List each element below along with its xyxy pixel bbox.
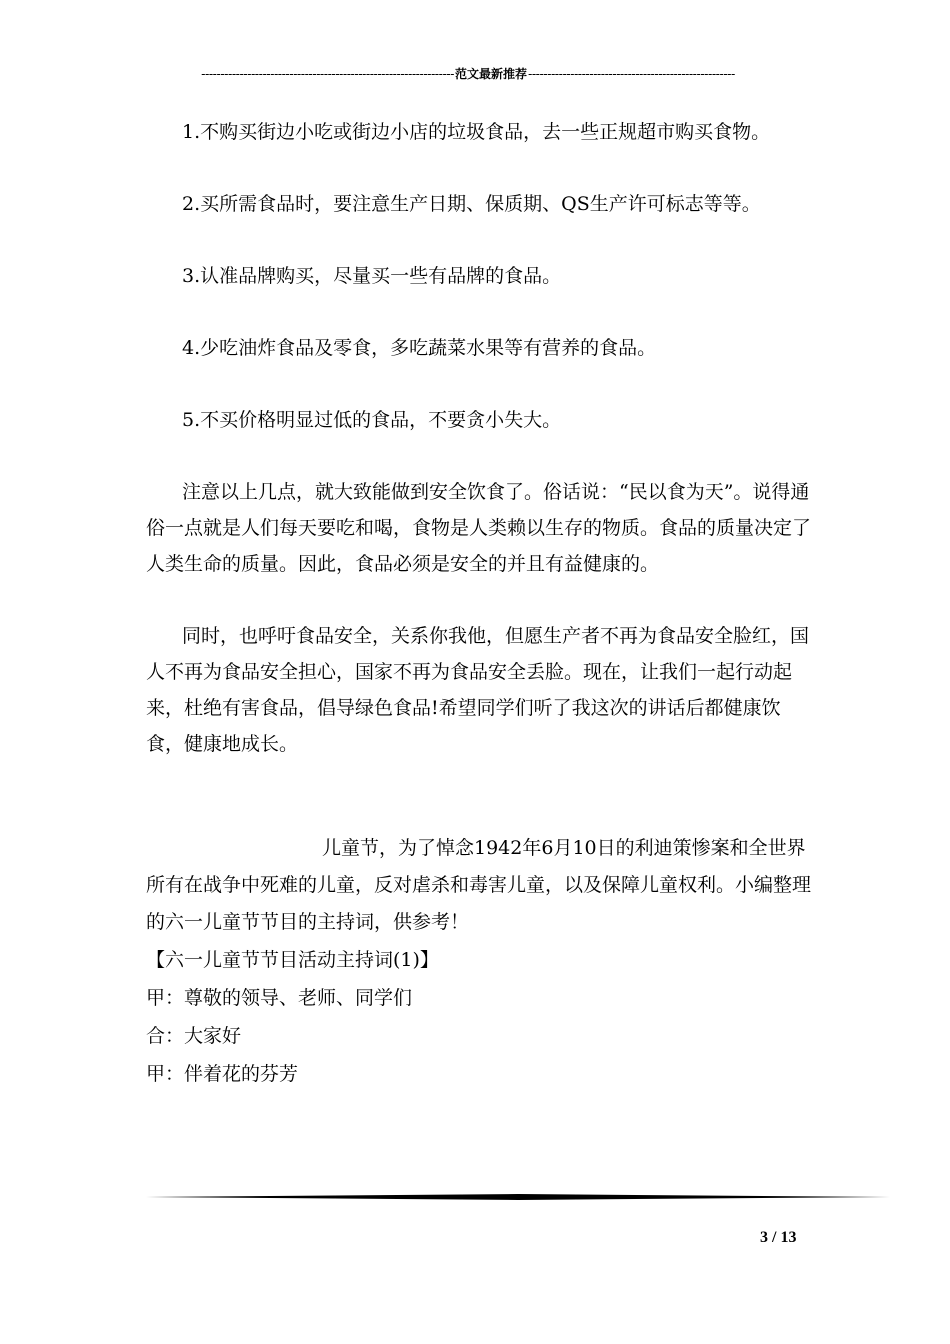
header-title: 范文最新推荐 <box>454 67 527 81</box>
list-item: 3.认准品牌购买，尽量买一些有品牌的食品。 <box>182 265 562 287</box>
list-item: 1.不购买街边小吃或街边小店的垃圾食品，去一些正规超市购买食物。 <box>182 121 771 143</box>
script-line: 甲：伴着花的芬芳 <box>146 1063 299 1085</box>
page-number: 3 / 13 <box>760 1229 797 1246</box>
paragraph: 同时，也呼吁食品安全，关系你我他，但愿生产者不再为食品安全脸红，国人不再为食品安全担心，国家不再为食品安全丢脸。现在，让我们一起行动起来，杜绝有害食品，倡导绿色食品!希望同学们听了我这次的讲话后都健康饮食，健康地成长。 <box>146 625 810 755</box>
footer-divider <box>146 1194 890 1200</box>
document-body <box>146 114 812 1093</box>
header-dash-left: ------------------------------------------------------------------ <box>201 67 454 81</box>
list-item: 5.不买价格明显过低的食品，不要贪小失大。 <box>182 409 562 431</box>
page-header <box>146 66 790 82</box>
list-item: 4.少吃油炸食品及零食，多吃蔬菜水果等有营养的食品。 <box>182 337 657 359</box>
list-item: 2.买所需食品时，要注意生产日期、保质期、QS生产许可标志等等。 <box>182 193 761 215</box>
intro-paragraph: 儿童节，为了悼念1942年6月10日的利迪策惨案和全世界所有在战争中死难的儿童，反对虐杀和毒害儿童，以及保障儿童权利。小编整理的六一儿童节节目的主持词，供参考！ <box>146 837 812 933</box>
script-line: 甲：尊敬的领导、老师、同学们 <box>146 987 413 1009</box>
header-dash-right: ------------------------------------------------------ <box>527 67 735 81</box>
section-title: 【六一儿童节节目活动主持词(1)】 <box>146 949 439 971</box>
script-line: 合：大家好 <box>146 1025 242 1047</box>
paragraph: 注意以上几点，就大致能做到安全饮食了。俗话说：“民以食为天”。说得通俗一点就是人们每天要吃和喝，食物是人类赖以生存的物质。食品的质量决定了人类生命的质量。因此，食品必须是安全的并且有益健康的。 <box>146 481 812 575</box>
